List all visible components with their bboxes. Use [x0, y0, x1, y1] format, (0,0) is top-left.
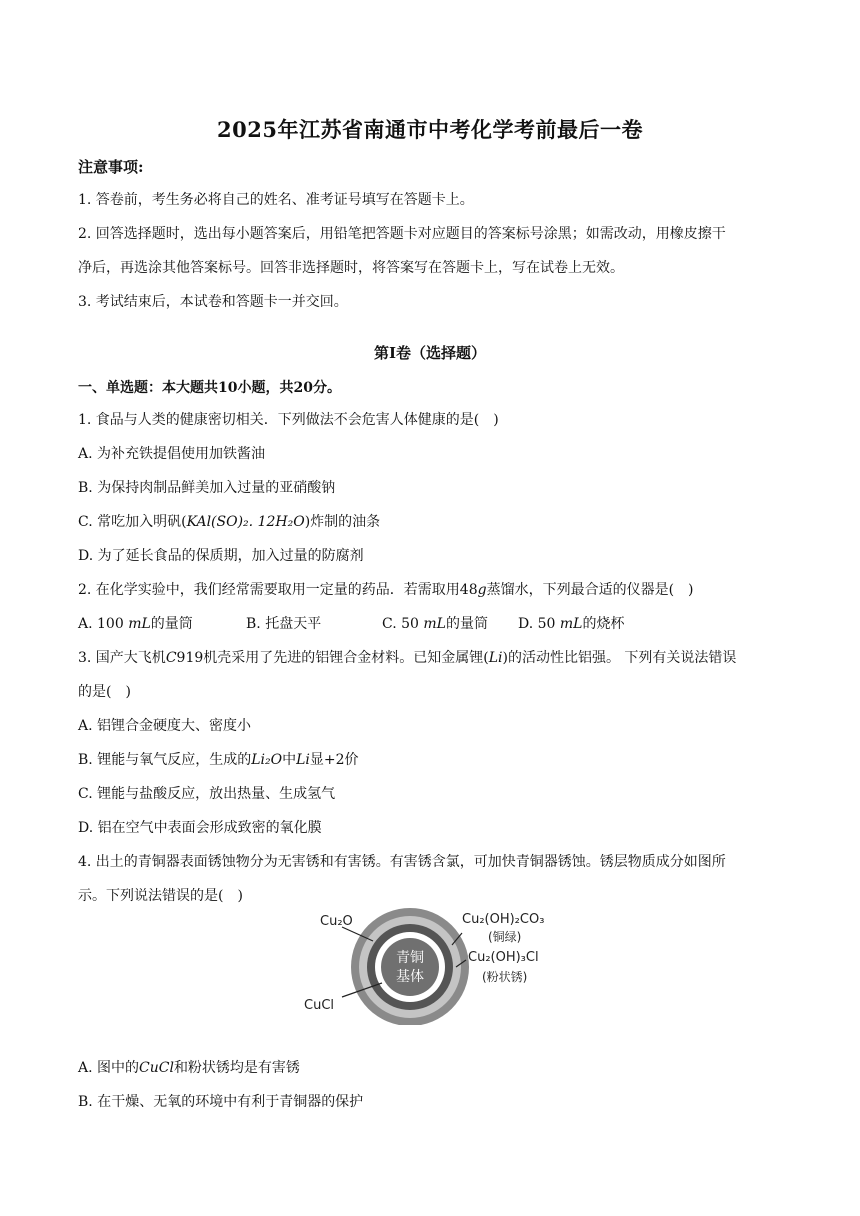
q1-option-b: B. 为保持肉制品鲜美加入过量的亚硝酸钠 — [78, 480, 336, 496]
q4-stem-line1: 4. 出土的青铜器表面锈蚀物分为无害锈和有害锈。有害锈含氯，可加快青铜器锈蚀。锈层物质成分如图所 — [78, 854, 726, 870]
q1-c-formula: KAl(SO)₂. 12H₂O — [186, 514, 305, 530]
notice-item-3: 3. 考试结束后，本试卷和答题卡一并交回。 — [78, 294, 348, 310]
q2-stem-post: 蒸馏水，下列最合适的仪器是( ) — [486, 582, 694, 598]
q2-c-pre: C. 50 — [382, 616, 424, 632]
q3-stem-pre: 3. 国产大飞机 — [78, 650, 166, 666]
notice-item-2: 2. 回答选择题时，选出每小题答案后，用铅笔把答题卡对应题目的答案标号涂黑；如需改动，用橡皮擦干 — [78, 226, 726, 242]
q3-stem-line2: 的是( ) — [78, 684, 131, 700]
q3-option-d: D. 铝在空气中表面会形成致密的氧化膜 — [78, 820, 322, 836]
q2-a-pre: A. 100 — [78, 616, 129, 632]
q2-a-unit: mL — [128, 616, 151, 632]
q2-option-a — [78, 614, 193, 634]
q2-d-unit: mL — [559, 616, 583, 632]
label-cucl: CuCl — [304, 998, 335, 1013]
bronze-core — [381, 938, 439, 996]
q2-c-unit: mL — [423, 616, 446, 632]
q3-option-a: A. 铝锂合金硬度大、密度小 — [78, 718, 252, 734]
q2-c-post: 的量筒 — [445, 616, 488, 632]
notice-item-2-cont: 净后，再选涂其他答案标号。回答非选择题时，将答案写在答题卡上，写在试卷上无效。 — [78, 260, 624, 276]
exam-title: 2025年江苏省南通市中考化学考前最后一卷 — [217, 117, 643, 142]
q1-c-post: )炸制的油条 — [304, 514, 381, 530]
q2-d-pre: D. 50 — [518, 616, 560, 632]
q2-option-c — [382, 614, 488, 634]
q4-a-formula: CuCl — [139, 1060, 174, 1076]
q3-option-c: C. 锂能与盐酸反应，放出热量、生成氢气 — [78, 786, 336, 802]
label-verdigris-formula: Cu₂(OH)₂CO₃ — [462, 912, 545, 927]
q4-option-b: B. 在干燥、无氧的环境中有利于青铜器的保护 — [78, 1094, 364, 1110]
q3-option-b — [78, 750, 359, 770]
q2-option-b: B. 托盘天平 — [246, 616, 322, 632]
q3-b-formula-1: Li₂O — [251, 752, 283, 768]
q1-option-a: A. 为补充铁提倡使用加铁酱油 — [78, 446, 266, 462]
q2-stem — [78, 580, 694, 600]
q2-d-post: 的烧杯 — [582, 616, 625, 632]
label-powder-formula: Cu₂(OH)₃Cl — [468, 950, 539, 965]
q2-stem-unit: g — [477, 582, 487, 598]
q4-a-post: 和粉状锈均是有害锈 — [173, 1060, 300, 1076]
q4-a-pre: A. 图中的 — [78, 1060, 140, 1076]
label-powder-name: (粉状锈) — [482, 970, 528, 984]
section-heading: 一、单选题：本大题共10小题，共20分。 — [78, 380, 341, 396]
q3-b-post: 显+2价 — [309, 752, 359, 768]
q1-option-d: D. 为了延长食品的保质期，加入过量的防腐剂 — [78, 548, 364, 564]
q3-stem-line1 — [78, 648, 736, 668]
q2-stem-pre: 2. 在化学实验中，我们经常需要取用一定量的药品．若需取用48 — [78, 582, 478, 598]
volume-heading: 第I卷（选择题） — [373, 344, 487, 362]
label-cu2o: Cu₂O — [320, 914, 353, 929]
core-label-2: 基体 — [396, 969, 424, 985]
core-label-1: 青铜 — [396, 950, 424, 966]
q2-a-post: 的量筒 — [150, 616, 193, 632]
q4-stem-line2: 示。下列说法错误的是( ) — [78, 888, 243, 904]
rust-layer-diagram — [290, 905, 570, 1025]
q4-option-a — [78, 1058, 300, 1078]
q1-stem: 1. 食品与人类的健康密切相关．下列做法不会危害人体健康的是( ) — [78, 412, 499, 428]
q3-stem-post: )的活动性比铝强。 下列有关说法错误 — [502, 650, 737, 666]
notice-heading: 注意事项: — [78, 158, 144, 176]
q1-c-pre: C. 常吃加入明矾( — [78, 514, 187, 530]
q3-stem-li: Li — [488, 650, 503, 666]
q3-stem-c: C — [165, 650, 177, 666]
q3-stem-mid: 919机壳采用了先进的铝锂合金材料。已知金属锂( — [176, 650, 489, 666]
q3-b-formula-2: Li — [296, 752, 310, 768]
q3-b-mid: 中 — [282, 752, 297, 768]
notice-item-1: 1. 答卷前，考生务必将自己的姓名、准考证号填写在答题卡上。 — [78, 192, 474, 208]
label-verdigris-name: (铜绿) — [488, 930, 522, 944]
q1-option-c — [78, 512, 380, 532]
q3-b-pre: B. 锂能与氧气反应，生成的 — [78, 752, 252, 768]
q2-option-d — [518, 614, 624, 634]
